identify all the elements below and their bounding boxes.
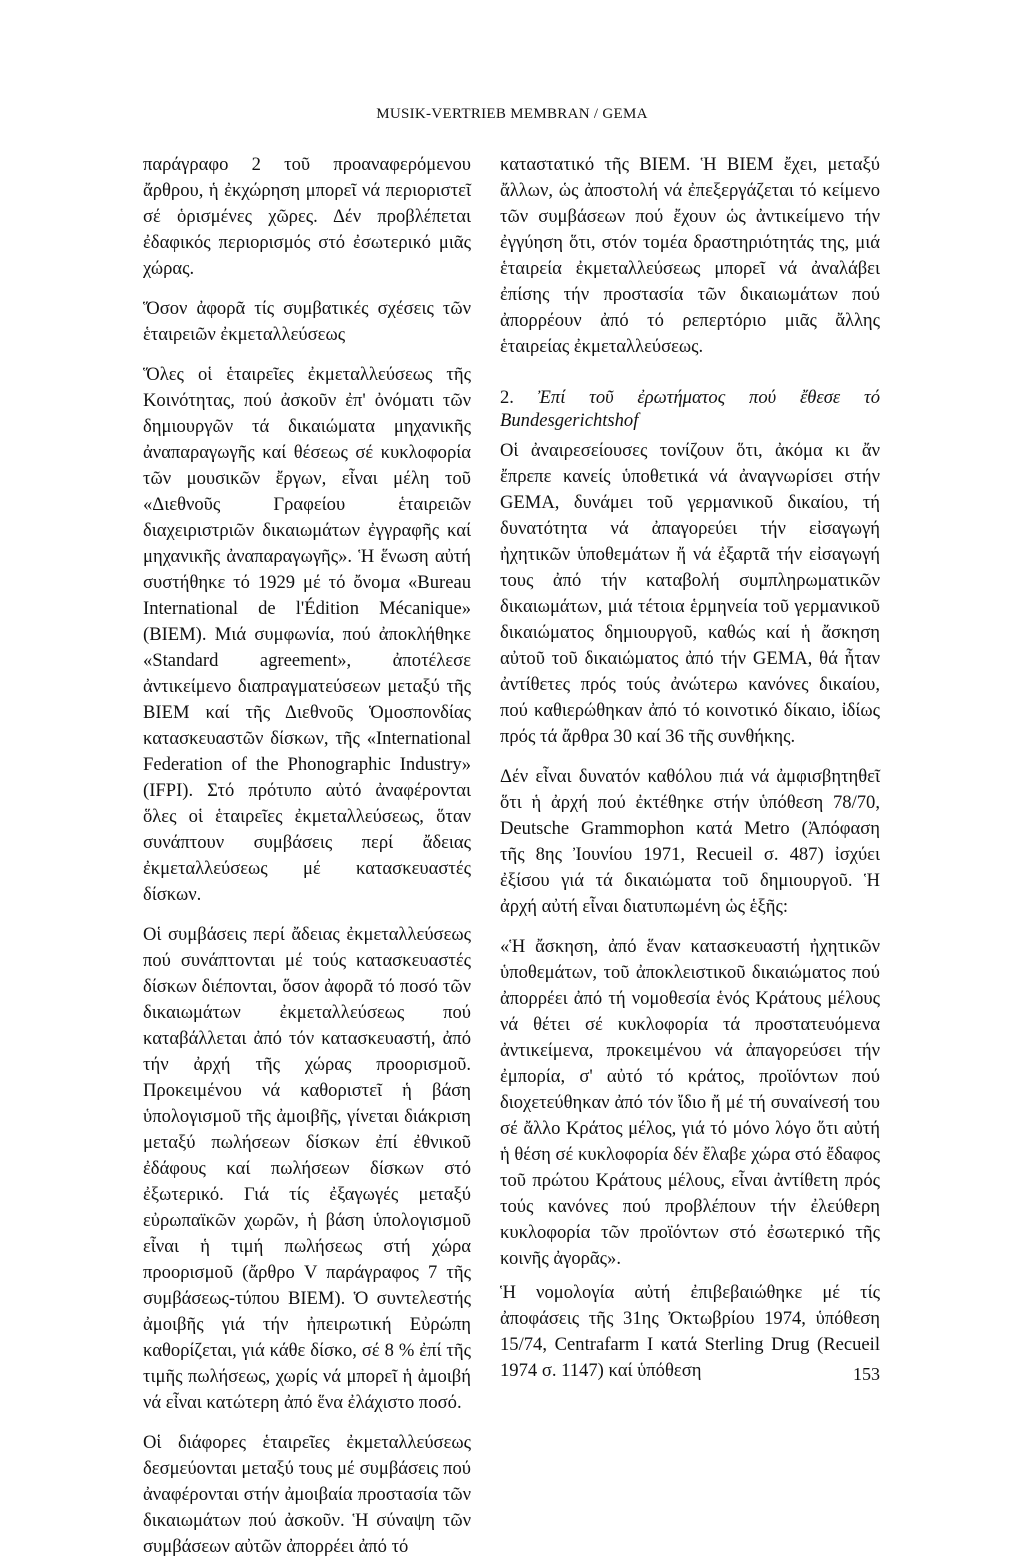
paragraph: Οἱ ἀναιρεσείουσες τονίζουν ὅτι, ἀκόμα κι ἄν ἔπρεπε κανείς ὑποθετικά νά ἀναγνωρίσει στήν GEMA, δυνάμει τοῦ γερμανικοῦ δικαίου, τή δυνατότητα νά ἀπαγορεύει τήν εἰσαγωγή ἠχητικῶν ὑποθεμάτων ἤ νά ἐξαρτᾶ τήν εἰσαγωγή τους ἀπό τήν καταβολή συμπληρωματικῶν δικαιωμάτων, μιά τέτοια ἑρμηνεία τοῦ γερμανικοῦ δικαιώματος δημιουργοῦ, καθώς καί ἡ ἄσκηση αὐτοῦ τοῦ δικαιώματος ἀπό τήν GEMA, θά ἦταν ἀντίθετες πρός τούς ἀνώτερω κανόνες δικαίου, πού καθιερώθηκαν ἀπό τό κοινοτικό δίκαιο, ἰδίως πρός τά ἄρθρα 30 καί 36 τῆς συνθήκης. [500,440,880,747]
paragraph: Ὅλες οἱ ἑταιρεῖες ἐκμεταλλεύσεως τῆς Κοινότητας, πού ἀσκοῦν ἐπ' ὀνόματι τῶν δημιουργῶν τά δικαιώματα μηχανικῆς ἀναπαραγωγῆς καί θέσεως σέ κυκλοφορία τῶν μουσικῶν ἔργων, εἶναι μέλη τοῦ «Διεθνοῦς Γραφείου ἑταιρειῶν διαχειριστριῶν δικαιωμάτων ἐγγραφῆς καί μηχανικῆς ἀναπαραγωγῆς». Ἡ ἕνωση αὐτή συστήθηκε τό 1929 μέ τό ὄνομα «Bureau International de l'Édition Mécanique» (BIEM). Μιά συμφωνία, πού ἀποκλήθηκε «Standard agreement», ἀποτέλεσε ἀντικείμενο διαπραγματεύσεων μεταξύ τῆς BIEM καί τῆς Διεθνοῦς Ὁμοσπονδίας κατασκευαστῶν δίσκων, τῆς «International Federation of the Phonographic Industry» (IFPI). Στό πρότυπο αὐτό ἀναφέρονται ὅλες οἱ ἑταιρεῖες ἐκμεταλλεύσεως, ὅταν συνάπτουν συμβάσεις περί ἄδειας ἐκμεταλλεύσεως μέ κατασκευαστές δίσκων. [143,364,471,905]
paragraph: Οἱ διάφορες ἑταιρεῖες ἐκμεταλλεύσεως δεσμεύονται μεταξύ τους μέ συμβάσεις πού ἀναφέρονται στήν ἀμοιβαία προστασία τῶν δικαιωμάτων πού ἀσκοῦν. Ἡ σύναψη τῶν συμβάσεων αὐτῶν ἀπορρέει ἀπό τό [143,1432,471,1557]
right-column [500,152,880,1392]
section-number: 2. [500,387,514,408]
section-title: Ἐπί τοῦ ἐρωτήματος πού ἔθεσε τό Bundesgerichtshof [500,387,880,431]
section-heading [500,386,880,432]
running-header: MUSIK-VERTRIEB MEMBRAN / GEMA [376,106,648,122]
left-column [143,152,471,1568]
quote-paragraph: «Ἡ ἄσκηση, ἀπό ἕναν κατασκευαστή ἠχητικῶν ὑποθεμάτων, τοῦ ἀποκλειστικοῦ δικαιώματος πού ἀπορρέει ἀπό τή νομοθεσία ἑνός Κράτους μέλους νά θέτει σέ κυκλοφορία τά προστατευόμενα ἀντικείμενα, προκειμένου νά ἀπαγορεύσει τήν ἐμπορία, σ' αὐτό τό κράτος, προϊόντων πού διοχετεύθηκαν ἀπό τόν ἴδιο ἤ μέ τή συναίνεσή του σέ ἄλλο Κράτος μέλος, γιά τό μόνο λόγο ὅτι αὐτή ἡ θέση σέ κυκλοφορία δέν ἔλαβε χώρα στό ἔδαφος τοῦ πρώτου Κράτους μέλους, εἶναι ἀντίθετη πρός τούς κανόνες πού προβλέπουν τήν ἐλεύθερη κυκλοφορία τῶν προϊόντων στό ἐσωτερικό τῆς κοινῆς ἀγορᾶς». [500,936,880,1269]
paragraph: Ὅσον ἀφορᾶ τίς συμβατικές σχέσεις τῶν ἑταιρειῶν ἐκμεταλλεύσεως [143,298,471,345]
paragraph: παράγραφο 2 τοῦ προαναφερόμενου ἄρθρου, ἡ ἐκχώρηση μπορεῖ νά περιοριστεῖ σέ ὁρισμένες χῶρες. Δέν προβλέπεται ἐδαφικός περιορισμός στό ἐσωτερικό μιᾶς χώρας. [143,154,471,279]
paragraph: Δέν εἶναι δυνατόν καθόλου πιά νά ἀμφισβητηθεῖ ὅτι ἡ ἀρχή πού ἐκτέθηκε στήν ὑπόθεση 78/70, Deutsche Grammophon κατά Metro (Ἀπόφαση τῆς 8ης Ἰουνίου 1971, Recueil σ. 487) ἰσχύει ἐξίσου γιά τά δικαιώματα τοῦ δημιουργοῦ. Ἡ ἀρχή αὐτή εἶναι διατυπωμένη ὡς ἑξῆς: [500,766,880,917]
paragraph: καταστατικό τῆς BIEM. Ἡ BIEM ἔχει, μεταξύ ἄλλων, ὡς ἀποστολή νά ἐπεξεργάζεται τό κείμενο τῶν συμβάσεων πού ἔχουν ὡς ἀντικείμενο τήν ἐγγύηση ὅτι, στόν τομέα δραστηριότητάς της, μιά ἑταιρεία ἐκμεταλλεύσεως μπορεῖ νά ἀναλάβει ἐπίσης τήν προστασία τῶν δικαιωμάτων πού ἀπορρέουν ἀπό τό ρεπερτόριο μιᾶς ἄλλης ἑταιρείας ἐκμεταλλεύσεως. [500,154,880,357]
paragraph: Οἱ συμβάσεις περί ἄδειας ἐκμεταλλεύσεως πού συνάπτονται μέ τούς κατασκευαστές δίσκων διέπονται, ὅσον ἀφορᾶ τό ποσό τῶν δικαιωμάτων ἐκμεταλλεύσεως πού καταβάλλεται ἀπό τόν κατασκευαστή, ἀπό τήν ἀρχή τῆς χώρας προορισμοῦ. Προκειμένου νά καθοριστεῖ ἡ βάση ὑπολογισμοῦ τῆς ἀμοιβῆς, γίνεται διάκριση μεταξύ πωλήσεων δίσκων ἐπί ἐθνικοῦ ἐδάφους καί πωλήσεων δίσκων στό ἐξωτερικό. Γιά τίς ἐξαγωγές μεταξύ εὐρωπαϊκῶν χωρῶν, ἡ βάση ὑπολογισμοῦ εἶναι ἡ τιμή πωλήσεως στή χώρα προορισμοῦ (ἄρθρο V παράγραφος 7 τῆς συμβάσεως-τύπου BIEM). Ὁ συντελεστής ἀμοιβῆς γιά τήν ἠπειρωτική Εὐρώπη καθορίζεται, γιά κάθε δίσκο, σέ 8 % ἐπί τῆς τιμῆς πωλήσεως, χωρίς νά μπορεῖ ἡ ἀμοιβή νά εἶναι κατώτερη ἀπό ἕνα ἐλάχιστο ποσό. [143,924,471,1413]
page-number: 153 [853,1364,880,1384]
paragraph: Ἡ νομολογία αὐτή ἐπιβεβαιώθηκε μέ τίς ἀποφάσεις τῆς 31ης Ὀκτωβρίου 1974, ὑπόθεση 15/74, Centrafarm I κατά Sterling Drug (Recueil 1974 σ. 1147) καί ὑπόθεση [500,1282,880,1381]
